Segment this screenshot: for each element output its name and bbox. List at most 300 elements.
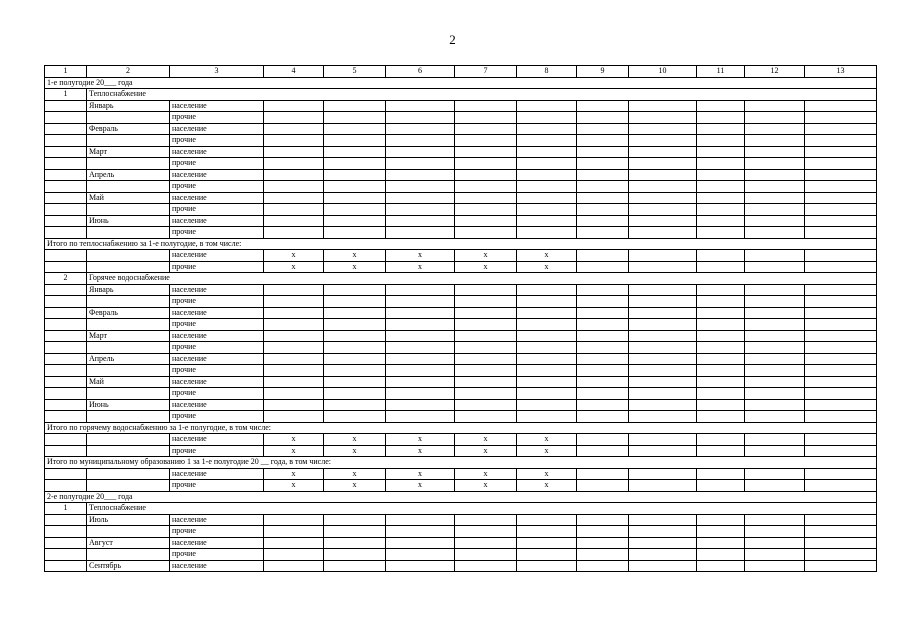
value-cell [517,514,577,526]
value-cell [324,388,386,400]
value-cell [264,537,324,549]
value-cell [805,388,877,400]
value-cell [264,169,324,181]
number-cell [45,319,87,331]
number-cell [45,434,87,446]
month-cell [87,342,170,354]
value-cell [745,192,805,204]
value-cell [577,434,629,446]
value-cell [517,411,577,423]
value-cell [745,284,805,296]
value-cell [324,353,386,365]
value-cell [324,192,386,204]
value-cell [386,215,455,227]
value-cell: x [455,261,517,273]
number-cell [45,388,87,400]
table-row [45,514,877,526]
value-cell [805,215,877,227]
value-cell [264,307,324,319]
value-cell [805,319,877,331]
value-cell [805,434,877,446]
value-cell [577,560,629,572]
value-cell: x [517,434,577,446]
value-cell [386,388,455,400]
value-cell [577,514,629,526]
number-cell [45,537,87,549]
section-row [45,77,877,89]
number-cell [45,480,87,492]
value-cell: x [386,250,455,262]
value-cell [745,480,805,492]
value-cell [386,158,455,170]
month-cell: Апрель [87,169,170,181]
value-cell [629,353,697,365]
month-cell [87,365,170,377]
value-cell [629,204,697,216]
value-cell [577,204,629,216]
value-cell: x [386,468,455,480]
column-header: 8 [517,66,577,78]
column-header: 10 [629,66,697,78]
value-cell [697,250,745,262]
value-cell [455,181,517,193]
value-cell [745,399,805,411]
month-cell: Май [87,376,170,388]
month-cell [87,112,170,124]
category-cell: население [170,560,264,572]
table-row [45,215,877,227]
value-cell [386,537,455,549]
value-cell [805,169,877,181]
value-cell [324,537,386,549]
value-cell [629,549,697,561]
value-cell [805,549,877,561]
category-cell: население [170,146,264,158]
value-cell [629,411,697,423]
value-cell [805,480,877,492]
value-cell [745,135,805,147]
value-cell [629,330,697,342]
value-cell [386,296,455,308]
table-row [45,181,877,193]
value-cell [577,250,629,262]
value-cell [577,330,629,342]
category-cell: прочие [170,319,264,331]
value-cell [517,135,577,147]
total-title: Итого по теплоснабжению за 1-е полугодие, в том числе: [45,238,877,250]
value-cell [577,284,629,296]
value-cell [697,365,745,377]
value-cell [805,411,877,423]
group-number: 2 [45,273,87,285]
value-cell [324,204,386,216]
value-cell [324,135,386,147]
value-cell [517,192,577,204]
value-cell [455,192,517,204]
value-cell [517,112,577,124]
value-cell [697,215,745,227]
value-cell [745,434,805,446]
value-cell [629,434,697,446]
value-cell [455,146,517,158]
table-row [45,319,877,331]
table-row [45,296,877,308]
value-cell [264,204,324,216]
category-cell: население [170,376,264,388]
value-cell [455,169,517,181]
value-cell [805,365,877,377]
value-cell: x [264,468,324,480]
value-cell [386,227,455,239]
value-cell [805,526,877,538]
value-cell [577,365,629,377]
number-cell [45,307,87,319]
value-cell [517,123,577,135]
value-cell [577,549,629,561]
value-cell [745,388,805,400]
value-cell [264,215,324,227]
value-cell [517,560,577,572]
value-cell [629,365,697,377]
category-cell: население [170,250,264,262]
value-cell [745,365,805,377]
value-cell [517,526,577,538]
value-cell: x [517,250,577,262]
number-cell [45,514,87,526]
month-cell [87,135,170,147]
column-header: 6 [386,66,455,78]
value-cell [324,376,386,388]
value-cell [577,215,629,227]
value-cell [697,411,745,423]
value-cell [577,399,629,411]
category-cell: прочие [170,112,264,124]
table-row [45,158,877,170]
value-cell [455,100,517,112]
group-number: 1 [45,503,87,515]
value-cell: x [264,434,324,446]
value-cell [629,468,697,480]
value-cell [697,181,745,193]
month-cell: Февраль [87,307,170,319]
value-cell [629,123,697,135]
category-cell: прочие [170,549,264,561]
value-cell [386,181,455,193]
value-cell: x [324,261,386,273]
total-title: Итого по горячему водоснабжению за 1-е полугодие, в том числе: [45,422,877,434]
value-cell [577,123,629,135]
value-cell [745,330,805,342]
value-cell [517,227,577,239]
category-cell: прочие [170,181,264,193]
value-cell [455,549,517,561]
total-title: Итого по муниципальному образованию 1 за 1-е полугодие 20 __ года, в том числе: [45,457,877,469]
category-cell: население [170,307,264,319]
group-number: 1 [45,89,87,101]
value-cell [745,549,805,561]
value-cell [697,468,745,480]
value-cell [455,215,517,227]
month-cell: Сентябрь [87,560,170,572]
value-cell [805,192,877,204]
month-cell [87,319,170,331]
number-cell [45,100,87,112]
value-cell [324,549,386,561]
value-cell [745,100,805,112]
value-cell [324,169,386,181]
number-cell [45,468,87,480]
value-cell [629,399,697,411]
value-cell [697,399,745,411]
month-cell: Март [87,146,170,158]
value-cell [805,284,877,296]
value-cell [264,388,324,400]
value-cell [629,227,697,239]
value-cell [805,158,877,170]
value-cell [577,261,629,273]
value-cell [264,135,324,147]
value-cell [629,261,697,273]
number-cell [45,365,87,377]
category-cell: прочие [170,388,264,400]
value-cell [455,284,517,296]
value-cell [745,204,805,216]
column-header: 7 [455,66,517,78]
value-cell [324,365,386,377]
value-cell: x [517,445,577,457]
number-cell [45,123,87,135]
value-cell [805,135,877,147]
value-cell [805,227,877,239]
value-cell [517,537,577,549]
month-cell [87,158,170,170]
number-cell [45,204,87,216]
value-cell [264,100,324,112]
value-cell [517,296,577,308]
value-cell [805,514,877,526]
value-cell [324,296,386,308]
month-cell: Август [87,537,170,549]
number-cell [45,169,87,181]
table-row [45,549,877,561]
value-cell [629,319,697,331]
value-cell [386,514,455,526]
value-cell [455,399,517,411]
category-cell: прочие [170,365,264,377]
value-cell [629,112,697,124]
value-cell [324,146,386,158]
value-cell [517,100,577,112]
value-cell [629,480,697,492]
total-row [45,422,877,434]
value-cell: x [324,434,386,446]
table-row [45,250,877,262]
column-header: 5 [324,66,386,78]
section-title: 2-е полугодие 20___ года [45,491,877,503]
value-cell [697,307,745,319]
value-cell: x [455,434,517,446]
number-cell [45,342,87,354]
value-cell [324,307,386,319]
value-cell [745,296,805,308]
number-cell [45,112,87,124]
value-cell: x [517,468,577,480]
value-cell [455,537,517,549]
value-cell [697,549,745,561]
value-cell [629,388,697,400]
table-row [45,560,877,572]
value-cell [577,135,629,147]
number-cell [45,284,87,296]
value-cell [517,319,577,331]
category-cell: население [170,434,264,446]
value-cell: x [264,480,324,492]
number-cell [45,135,87,147]
column-header: 3 [170,66,264,78]
value-cell [697,158,745,170]
category-cell: прочие [170,227,264,239]
month-cell: Февраль [87,123,170,135]
column-header: 9 [577,66,629,78]
value-cell [577,158,629,170]
value-cell [264,146,324,158]
value-cell [577,112,629,124]
value-cell [577,296,629,308]
value-cell [324,319,386,331]
number-cell [45,526,87,538]
value-cell [697,330,745,342]
table-row [45,434,877,446]
value-cell [455,158,517,170]
value-cell [517,204,577,216]
value-cell [264,296,324,308]
value-cell [264,284,324,296]
value-cell [697,353,745,365]
value-cell [264,342,324,354]
month-cell: Май [87,192,170,204]
value-cell: x [517,261,577,273]
month-cell: Январь [87,100,170,112]
value-cell [386,411,455,423]
value-cell [745,123,805,135]
value-cell [455,227,517,239]
table-row [45,227,877,239]
value-cell [745,250,805,262]
value-cell [697,169,745,181]
value-cell [805,468,877,480]
value-cell [324,284,386,296]
value-cell: x [264,250,324,262]
category-cell: население [170,284,264,296]
value-cell: x [386,261,455,273]
value-cell: x [517,480,577,492]
value-cell [745,445,805,457]
month-cell [87,411,170,423]
month-cell [87,204,170,216]
value-cell [386,307,455,319]
value-cell [697,192,745,204]
value-cell [697,526,745,538]
value-cell [577,353,629,365]
value-cell [386,100,455,112]
value-cell [805,307,877,319]
value-cell [264,181,324,193]
month-cell [87,227,170,239]
category-cell: прочие [170,158,264,170]
category-cell: прочие [170,526,264,538]
category-cell: прочие [170,342,264,354]
value-cell [697,388,745,400]
value-cell [264,376,324,388]
value-cell: x [324,468,386,480]
value-cell [324,158,386,170]
value-cell [324,514,386,526]
table-row [45,146,877,158]
number-cell [45,330,87,342]
value-cell [697,537,745,549]
value-cell [577,388,629,400]
value-cell [629,192,697,204]
month-cell: Июнь [87,215,170,227]
number-cell [45,215,87,227]
value-cell [745,514,805,526]
value-cell [745,353,805,365]
number-cell [45,376,87,388]
number-cell [45,146,87,158]
value-cell [517,388,577,400]
value-cell [455,560,517,572]
value-cell [629,445,697,457]
value-cell [577,376,629,388]
value-cell [577,480,629,492]
value-cell [697,296,745,308]
value-cell [629,526,697,538]
section-row [45,491,877,503]
table-row [45,411,877,423]
value-cell [745,307,805,319]
value-cell [629,284,697,296]
table-row [45,537,877,549]
table-row [45,261,877,273]
value-cell [455,411,517,423]
category-cell: население [170,169,264,181]
value-cell [577,169,629,181]
value-cell [577,181,629,193]
value-cell [324,560,386,572]
table-row [45,342,877,354]
value-cell [805,537,877,549]
value-cell [386,376,455,388]
value-cell [629,169,697,181]
month-cell: Апрель [87,353,170,365]
value-cell [577,319,629,331]
value-cell [805,261,877,273]
category-cell: население [170,399,264,411]
value-cell [324,411,386,423]
number-cell [45,250,87,262]
number-cell [45,549,87,561]
value-cell [697,376,745,388]
value-cell [745,112,805,124]
value-cell [629,342,697,354]
number-cell [45,560,87,572]
value-cell [264,158,324,170]
month-cell: Июль [87,514,170,526]
value-cell [697,342,745,354]
value-cell [697,560,745,572]
group-title: Теплоснабжение [87,503,877,515]
value-cell [805,330,877,342]
